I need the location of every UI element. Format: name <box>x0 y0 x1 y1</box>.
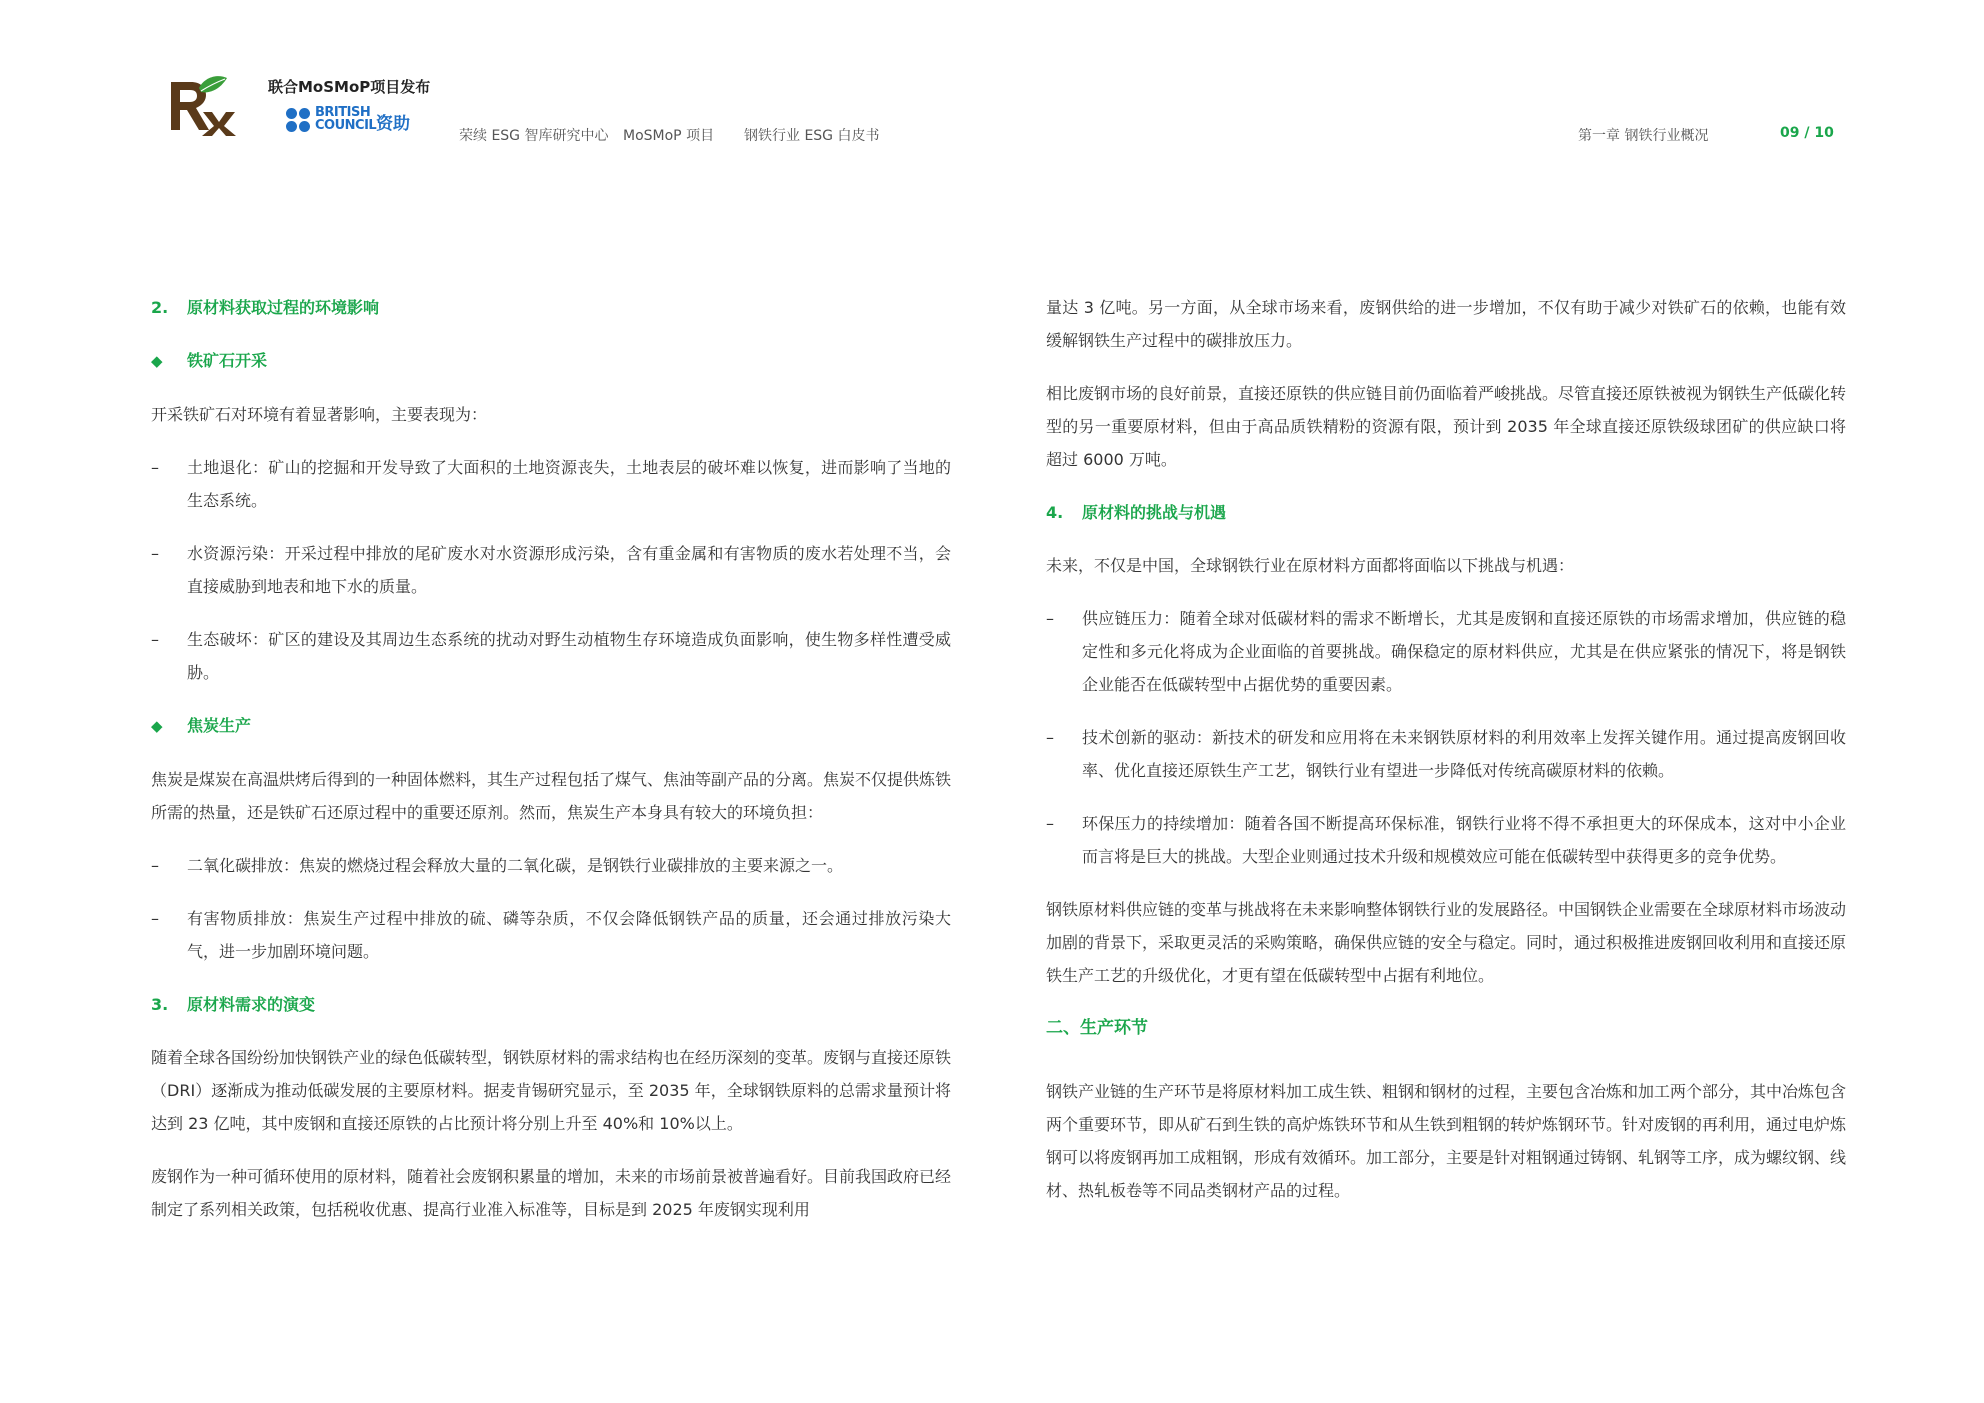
list-item: – 有害物质排放：焦炭生产过程中排放的硫、磷等杂质，不仅会降低钢铁产品的质量，还会通过排放污染大气，进一步加剧环境问题。 <box>151 909 951 961</box>
paragraph: 钢铁原材料供应链的变革与挑战将在未来影响整体钢铁行业的发展路径。中国钢铁企业需要在全球原材料市场波动加剧的背景下，采取更灵活的采购策略，确保供应链的安全与稳定。同时，通过积极推进废钢回收利用和直接还原铁生产工艺的升级优化，才更有望在低碳转型中占据有利地位。 <box>1046 900 1847 985</box>
header-research-center: 荣续 ESG 智库研究中心 <box>459 128 609 144</box>
paragraph: 相比废钢市场的良好前景，直接还原铁的供应链目前仍面临着严峻挑战。尽管直接还原铁被视为钢铁生产低碳化转型的另一重要原材料，但由于高品质铁精粉的资源有限，预计到 2035 年全球直接还原铁级球团矿的供应缺口将超过 6000 万吨。 <box>1046 384 1847 469</box>
list-item: – 水资源污染：开采过程中排放的尾矿废水对水资源形成污染，含有重金属和有害物质的废水若处理不当，会直接威胁到地表和地下水的质量。 <box>151 544 951 596</box>
list-item: – 土地退化：矿山的挖掘和开发导致了大面积的土地资源丧失，土地表层的破坏难以恢复，进而影响了当地的生态系统。 <box>151 458 951 510</box>
paragraph: 量达 3 亿吨。另一方面，从全球市场来看，废钢供给的进一步增加，不仅有助于减少对铁矿石的依赖，也能有效缓解钢铁生产过程中的碳排放压力。 <box>1046 298 1846 350</box>
list-item: – 生态破坏：矿区的建设及其周边生态系统的扰动对野生动植物生存环境造成负面影响，使生物多样性遭受威胁。 <box>151 630 951 682</box>
rx-logo-icon <box>165 74 243 136</box>
section-heading-4: 4. 原材料的挑战与机遇 <box>1046 503 1227 522</box>
diamond-icon: ◆ <box>151 717 163 735</box>
paragraph: 废钢作为一种可循环使用的原材料，随着社会废钢积累量的增加，未来的市场前景被普遍看好。目前我国政府已经制定了系列相关政策，包括税收优惠、提高行业准入标准等，目标是到 2025 年废钢实现利用 <box>151 1167 952 1219</box>
british-council-logo <box>286 106 446 136</box>
paragraph: 开采铁矿石对环境有着显著影响，主要表现为： <box>151 405 488 424</box>
paragraph: 未来，不仅是中国，全球钢铁行业在原材料方面都将面临以下挑战与机遇： <box>1046 556 1575 575</box>
right-column <box>1046 291 1846 1227</box>
subheading-iron-ore-mining: ◆ 铁矿石开采 <box>151 344 951 378</box>
funding-label: 资助 <box>376 114 410 134</box>
header-chapter: 第一章 钢铁行业概况 <box>1578 128 1709 144</box>
page-number: 09 / 10 <box>1780 125 1834 141</box>
paragraph: 随着全球各国纷纷加快钢铁产业的绿色低碳转型，钢铁原材料的需求结构也在经历深刻的变革。废钢与直接还原铁（DRI）逐渐成为推动低碳发展的主要原材料。据麦肯锡研究显示，至 2035 年，全球钢铁原料的总需求量预计将达到 23 亿吨，其中废钢和直接还原铁的占比预计将分别上升至 40%和 10%以上。 <box>151 1048 952 1133</box>
british-council-wordmark: BRITISH COUNCIL <box>315 105 377 133</box>
subheading-coke-production: ◆ 焦炭生产 <box>151 709 951 743</box>
header-document-title: 钢铁行业 ESG 白皮书 <box>744 128 880 144</box>
paragraph: 焦炭是煤炭在高温烘烤后得到的一种固体燃料，其生产过程包括了煤气、焦油等副产品的分离。焦炭不仅提供炼铁所需的热量，还是铁矿石还原过程中的重要还原剂。然而，焦炭生产本身具有较大的环境负担： <box>151 770 952 822</box>
section-heading-2: 2. 原材料获取过程的环境影响 <box>151 298 380 317</box>
list-item: – 二氧化碳排放：焦炭的燃烧过程会释放大量的二氧化碳，是钢铁行业碳排放的主要来源之一。 <box>151 856 844 875</box>
british-council-dots-icon <box>286 108 312 134</box>
list-item: – 技术创新的驱动：新技术的研发和应用将在未来钢铁原材料的利用效率上发挥关键作用。通过提高废钢回收率、优化直接还原铁生产工艺，钢铁行业有望进一步降低对传统高碳原材料的依赖。 <box>1046 728 1846 780</box>
section-heading-3: 3. 原材料需求的演变 <box>151 995 316 1014</box>
header-project: MoSMoP 项目 <box>623 128 715 144</box>
paragraph: 钢铁产业链的生产环节是将原材料加工成生铁、粗钢和钢材的过程，主要包含冶炼和加工两个部分，其中冶炼包含两个重要环节，即从矿石到生铁的高炉炼铁环节和从生铁到粗钢的转炉炼钢环节。针对废钢的再利用，通过电炉炼钢可以将废钢再加工成粗钢，形成有效循环。加工部分，主要是针对粗钢通过铸钢、轧钢等工序，成为螺纹钢、线材、热轧板卷等不同品类钢材产品的过程。 <box>1046 1082 1847 1200</box>
chapter-heading-production: 二、生产环节 <box>1046 1018 1148 1038</box>
list-item: – 供应链压力：随着全球对低碳材料的需求不断增长，尤其是废钢和直接还原铁的市场需求增加，供应链的稳定性和多元化将成为企业面临的首要挑战。确保稳定的原材料供应，尤其是在供应紧张的情况下，将是钢铁企业能否在低碳转型中占据优势的重要因素。 <box>1046 609 1846 694</box>
list-item: – 环保压力的持续增加：随着各国不断提高环保标准，钢铁行业将不得不承担更大的环保成本，这对中小企业而言将是巨大的挑战。大型企业则通过技术升级和规模效应可能在低碳转型中获得更多的竞争优势。 <box>1046 814 1846 866</box>
diamond-icon: ◆ <box>151 352 163 370</box>
left-column <box>151 291 951 1246</box>
page-header <box>0 0 1984 160</box>
publisher-text: 联合MoSMoP项目发布 <box>268 78 431 96</box>
